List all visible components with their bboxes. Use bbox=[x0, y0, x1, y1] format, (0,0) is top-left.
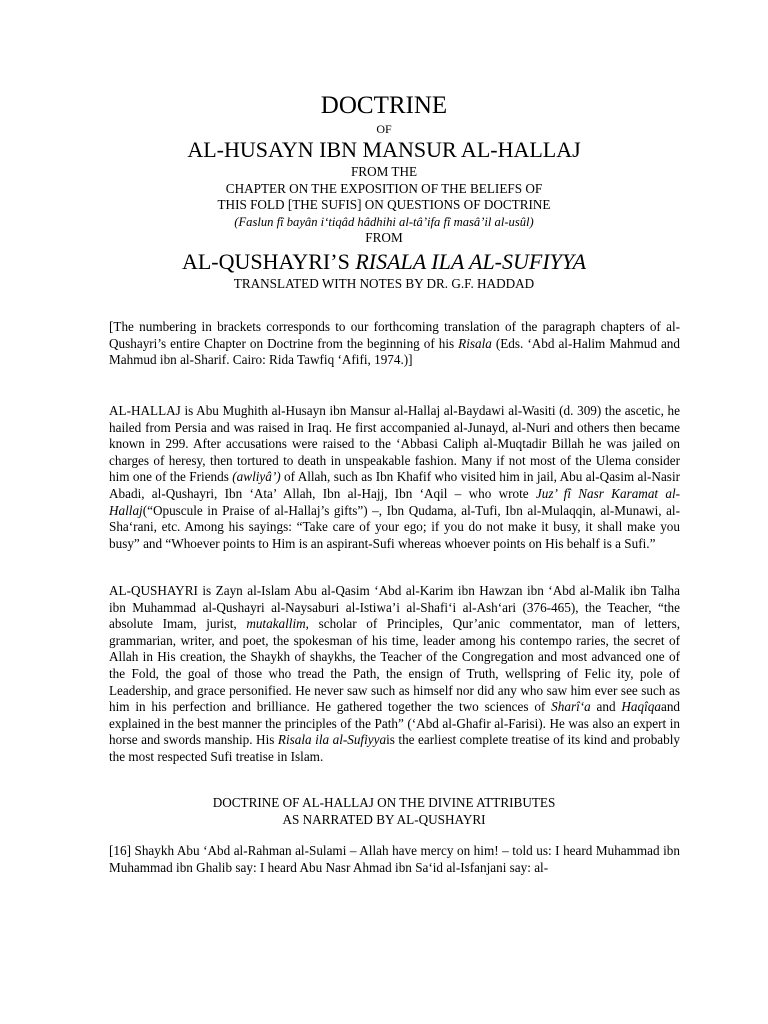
from-label: FROM bbox=[365, 230, 403, 245]
hallaj-text-1: AL-HALLAJ is Abu Mughith al-Husayn ibn Mansur al-Hallaj al-Baydawi al-Wasiti (d. 309) the ascetic, he hailed from Persia and was raised in Iraq. He first accompanied al-Junayd, al-Nuri and others then became known in 299. After accusations were raised to the ‘Abbasi Caliph al-Muqtadir Billah he was jailed on charges of heresy, then tortured to death in unspeakable fashion. Many if not most of the Ulema consider him one of the Friends bbox=[109, 403, 680, 485]
intro-text-1: [The numbering in brackets corresponds to our forthcoming translation of the paragraph chapters of al-Qushayri’s entire Chapter on Doctrine from the beginning of his bbox=[109, 319, 680, 351]
qush-italic-2: Sharî‘a bbox=[551, 699, 591, 715]
work-title-italic: RISALA ILA AL-SUFIYYA bbox=[355, 249, 587, 274]
work-title bbox=[0, 249, 768, 275]
hallaj-italic-1: (awliyâ’) bbox=[232, 469, 281, 485]
hallaj-italic-2: Juz’ fî Nasr Karamat al-Hallaj bbox=[109, 485, 680, 518]
qush-italic-3: Haqîqa bbox=[621, 699, 661, 715]
work-author: AL-QUSHAYRI’S bbox=[181, 249, 356, 274]
chapter-line-2: THIS FOLD [THE SUFIS] ON QUESTIONS OF DOCTRINE bbox=[217, 197, 551, 212]
qush-italic-1: mutakallim bbox=[246, 616, 306, 632]
qush-text-1: AL-QUSHAYRI is Zayn al-Islam Abu al-Qasim ‘Abd al-Karim ibn Hawzan ibn ‘Abd al-Malik ibn Talha ibn Muhammad al-Qushayri al-Naysaburi al-Istiwa’i al-Shafi‘i al-Ash‘ari (376-465), the Teacher, “the absolute Imam, jurist, bbox=[109, 583, 680, 632]
hallaj-text-3: (“Opuscule in Praise of al-Hallaj’s gifts”) –, Ibn Qudama, al-Tufi, Ibn al-Mulaqqin, al-Munawi, al-Sha‘rani, etc. Among his sayings: “Take care of your ego; if you do not make it busy, it shall make you busy” and “Whoever points to Him is an aspirant-Sufi whereas whoever points on His behalf is a Sufi.” bbox=[109, 502, 680, 551]
section-heading bbox=[0, 795, 768, 828]
hallaj-text-2: of Allah, such as Ibn Khafif who visited him in jail, Abu al-Qasim al-Nasir Abadi, al-Qushayri, Ibn ‘Ata’ Allah, Ibn al-Hajj, Ibn ‘Aqil – who wrote bbox=[109, 469, 680, 501]
arabic-title: (Faslun fî bayân i‘tiqâd hâdhihi al-tâ’ifa fî masâ’il al-usûl) bbox=[234, 214, 534, 229]
doc-title: DOCTRINE bbox=[320, 92, 448, 119]
from-the-label: FROM THE bbox=[350, 164, 418, 179]
translator-line: TRANSLATED WITH NOTES BY DR. G.F. HADDAD bbox=[233, 276, 535, 291]
qush-italic-4: Risala ila al-Sufiyya bbox=[277, 732, 387, 748]
qush-text-3: and bbox=[590, 699, 622, 715]
section-heading-line-2: AS NARRATED BY AL-QUSHAYRI bbox=[282, 811, 486, 827]
paragraph-16: [16] Shaykh Abu ‘Abd al-Rahman al-Sulami – Allah have mercy on him! – told us: I heard Muhammad ibn Muhammad ibn Ghalib say: I heard Abu Nasr Ahmad ibn Sa‘id al-Isfanjani say: al- bbox=[109, 843, 680, 875]
intro-italic: Risala bbox=[458, 335, 492, 351]
chapter-block bbox=[0, 164, 768, 247]
chapter-line-1: CHAPTER ON THE EXPOSITION OF THE BELIEFS OF bbox=[225, 180, 543, 196]
hallaj-paragraph bbox=[109, 403, 680, 552]
qushayri-paragraph bbox=[109, 583, 680, 766]
of-label: OF bbox=[376, 122, 392, 136]
qush-text-4: and explained in the best manner the principles of the Path” (‘Abd al-Ghafir al-Farisi). He was also an expert in horse and swords manship. His bbox=[109, 699, 681, 748]
qush-text-5: is the earliest complete treatise of its kind and probably the most respected Sufi treatise in Islam. bbox=[109, 732, 681, 764]
intro-paragraph bbox=[109, 319, 680, 369]
subject-name: AL-HUSAYN IBN MANSUR AL-HALLAJ bbox=[187, 137, 581, 162]
qush-text-2: , scholar of Principles, Qur’anic commentator, man of letters, grammarian, writer, and poet, the spokesman of his time, leader among his contempo raries, the secret of Allah in His creation, the Shaykh of shaykhs, the Teacher of the Congregation and most advanced one of the Fold, the goal of those who tread the Path, the ensign of Truth, wellspring of Felic ity, pole of Leadership, and grace personified. He never saw such as himself nor did any who saw him ever see such as him in his perfection and brilliance. He gathered together the two sciences of bbox=[109, 616, 681, 715]
section-heading-line-1: DOCTRINE OF AL-HALLAJ ON THE DIVINE ATTRIBUTES bbox=[212, 795, 556, 810]
intro-text-2: (Eds. ‘Abd al-Halim Mahmud and Mahmud ibn al-Sharif. Cairo: Rida Tawfiq ‘Afifi, 1974.)] bbox=[109, 335, 680, 368]
